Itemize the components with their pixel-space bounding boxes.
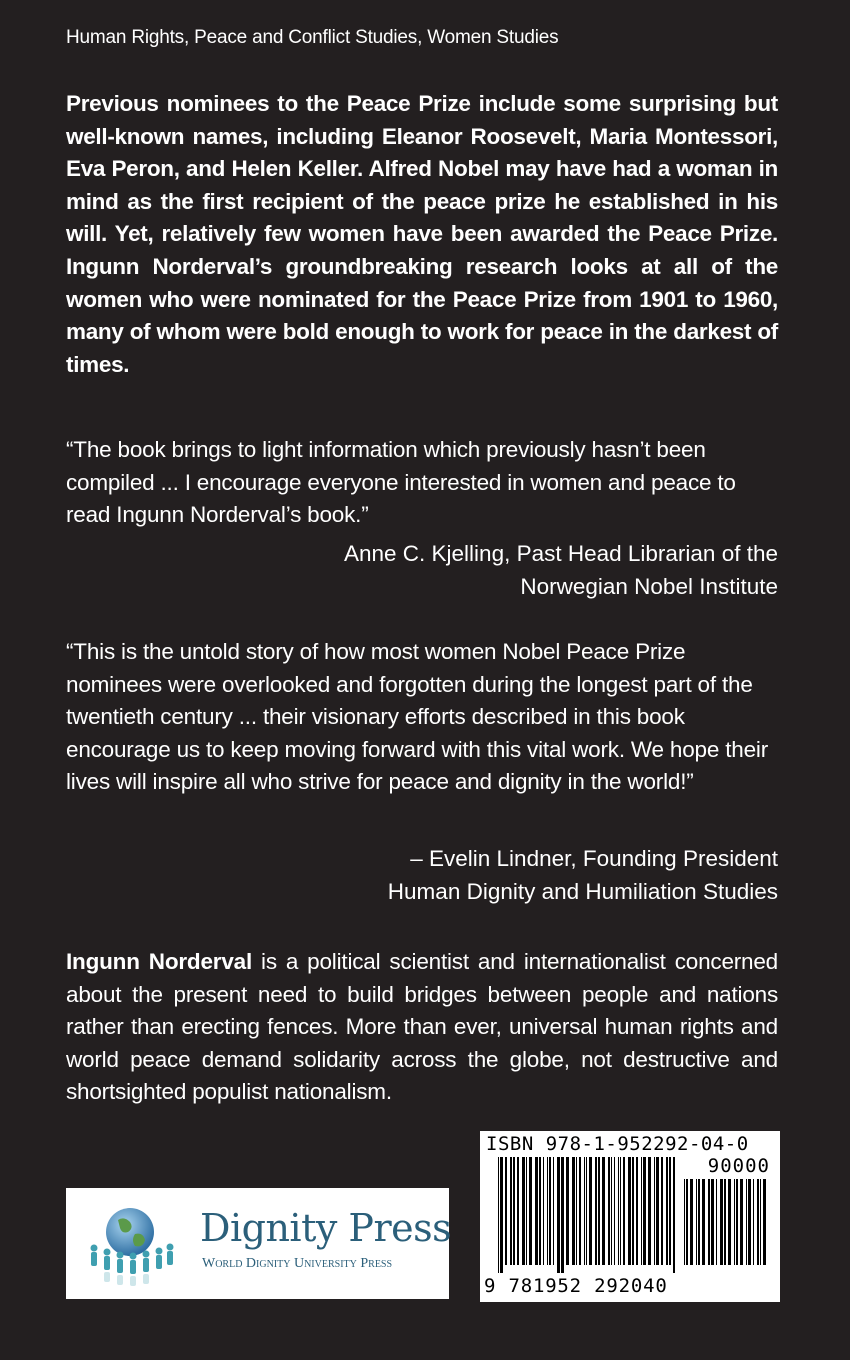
barcode-bar [566, 1157, 569, 1265]
barcode-bar [734, 1179, 735, 1265]
barcode-bar [643, 1157, 646, 1265]
addon-barcode-bars [684, 1179, 770, 1273]
barcode-bar [517, 1157, 519, 1265]
barcode-bar [684, 1179, 685, 1265]
barcode-bar [608, 1157, 610, 1265]
barcode-bar [576, 1157, 577, 1265]
barcode-bar [746, 1179, 747, 1265]
publisher-logo [66, 1188, 452, 1299]
barcode-bar [686, 1179, 688, 1265]
barcode-bar [711, 1179, 714, 1265]
category-line: Human Rights, Peace and Conflict Studies, Women Studies [66, 27, 559, 48]
barcode-bar [553, 1157, 554, 1265]
barcode-bar [505, 1157, 507, 1265]
ean-barcode-bars [498, 1157, 678, 1273]
barcode-bar [500, 1157, 503, 1273]
barcode-bar [628, 1157, 631, 1265]
barcode-bar [535, 1157, 538, 1265]
barcode-bar [561, 1157, 564, 1273]
barcode-bar [510, 1157, 512, 1265]
barcode-bar [763, 1179, 766, 1265]
barcode-bar [641, 1157, 642, 1265]
barcode-bar [620, 1157, 621, 1265]
barcode-bar [753, 1179, 754, 1265]
publisher-subtitle: World Dignity University Press [202, 1256, 393, 1271]
barcode-bar [716, 1179, 717, 1265]
publisher-name: Dignity Press [200, 1206, 452, 1250]
barcode-bar [513, 1157, 515, 1265]
barcode-bar [618, 1157, 619, 1265]
barcode-bar [708, 1179, 710, 1265]
barcode-bar [728, 1179, 731, 1265]
barcode-bar [698, 1179, 700, 1265]
endorsement-attribution-2 [388, 843, 778, 908]
barcode-bar [748, 1179, 751, 1265]
barcode-bar [654, 1157, 655, 1265]
barcode-bar [579, 1157, 581, 1265]
barcode-bar [724, 1179, 726, 1265]
barcode-bar [648, 1157, 651, 1265]
barcode-bar [666, 1157, 668, 1265]
isbn-label: ISBN 978-1-952292-04-0 [486, 1133, 749, 1155]
barcode-bar [598, 1157, 600, 1265]
price-code: 90000 [707, 1155, 770, 1177]
barcode-bar [614, 1157, 615, 1265]
barcode-bar [589, 1157, 592, 1265]
barcode-bar [757, 1179, 759, 1265]
barcode-bar [636, 1157, 638, 1265]
globe-people-icon [80, 1198, 180, 1290]
endorsement-quote-2: “This is the untold story of how most women Nobel Peace Prize nominees were overlooked and forgotten during the longest part of the twentieth century ... their visionary efforts described in this book encourage us to keep moving forward with this vital work. We hope their lives will inspire all who strive for peace and dignity in the world!” [66, 639, 768, 795]
barcode-bar [611, 1157, 612, 1265]
barcode-bar [602, 1157, 605, 1265]
attribution-line: Human Dignity and Humiliation Studies [387, 878, 778, 904]
barcode-bar [586, 1157, 587, 1265]
barcode-bar [522, 1157, 525, 1265]
barcode-bar [690, 1179, 693, 1265]
barcode-bar [595, 1157, 597, 1265]
author-bio-text: is a political scientist and internationalist concerned about the present need to build bridges between people and nations rather than erecting fences. More than ever, universal human rights and world peace demand solidarity across the globe, not destructive and shortsighted populist nationalism. [66, 949, 778, 1105]
author-bio [66, 946, 778, 1109]
endorsement-quote-1: “The book brings to light information which previously hasn’t been compiled ... I encourage everyone interested in women and peace to read Ingunn Norderval’s book.” [66, 437, 736, 528]
attribution-line: – Evelin Lindner, Founding President [410, 846, 778, 871]
blurb-paragraph: Previous nominees to the Peace Prize include some surprising but well-known names, including Eleanor Roosevelt, Maria Montessori, Eva Peron, and Helen Keller. Alfred Nobel may have had a woman in mind as the first recipient of the peace prize he established in his will. Yet, relatively few women have been awarded the Peace Prize. Ingunn Norderval’s groundbreaking research looks at all of the women who were nominated for the Peace Prize from 1901 to 1960, many of whom were bold enough to work for peace in the darkest of times. [66, 91, 778, 377]
barcode-bar [526, 1157, 527, 1265]
barcode-bar [673, 1157, 675, 1273]
barcode-bar [661, 1157, 663, 1265]
barcode-bar [720, 1179, 723, 1265]
barcode-bar [549, 1157, 551, 1265]
attribution-line: Norwegian Nobel Institute [520, 573, 778, 599]
barcode-bar [543, 1157, 544, 1265]
barcode-bar [547, 1157, 548, 1265]
attribution-line: Anne C. Kjelling, Past Head Librarian of the [343, 541, 778, 566]
barcode-bar [740, 1179, 743, 1265]
barcode-bar [696, 1179, 697, 1265]
barcode-bar [557, 1157, 560, 1273]
barcode-bar [584, 1157, 585, 1265]
barcode-bar [760, 1179, 761, 1265]
author-name: Ingunn Norderval [66, 949, 253, 974]
barcode-bar [529, 1157, 532, 1265]
barcode-bar [498, 1157, 499, 1273]
barcode-bar [669, 1157, 671, 1265]
endorsement-attribution-1 [344, 538, 778, 603]
barcode-bar [572, 1157, 575, 1265]
isbn-barcode [480, 1131, 780, 1302]
barcode-bar [702, 1179, 705, 1265]
barcode-bar [623, 1157, 625, 1265]
barcode-bar [632, 1157, 634, 1265]
barcode-bar [736, 1179, 738, 1265]
ean-digits: 9 781952 292040 [484, 1275, 668, 1297]
barcode-bar [656, 1157, 659, 1265]
barcode-bar [539, 1157, 541, 1265]
